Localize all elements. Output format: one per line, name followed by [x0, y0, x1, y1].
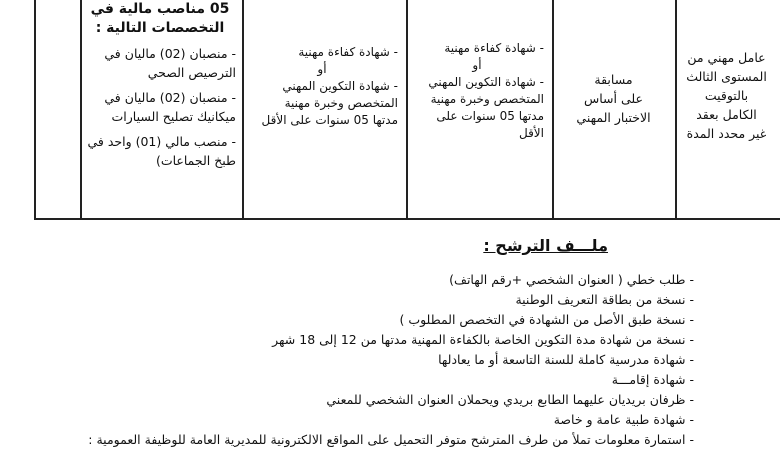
posts-title: 05 مناصب مالية في: [90, 1, 230, 17]
mode-line: على أساس: [583, 91, 643, 106]
post-line: ميكانيك تصليح السيارات: [111, 109, 236, 124]
condition-line: مدتها 05 سنوات على: [436, 109, 544, 123]
post-item: [84, 44, 236, 82]
section-title: ملـــف الترشح :: [483, 236, 608, 255]
post-line: طبخ الجماعات): [155, 153, 236, 168]
post-line: - منصبان (02) ماليان في: [104, 46, 236, 61]
list-item: - نسخة من شهادة مدة التكوين الخاصة بالكفاءة المهنية مدتها من 12 إلى 18 شهر: [272, 332, 694, 347]
condition-line: - شهادة التكوين المهني: [282, 79, 398, 93]
post-item: [84, 88, 236, 126]
list-item: - استمارة معلومات تملأ من طرف المترشح متوفر التحميل على المواقع الالكترونية للمديرية العامة للوظيفة العمومية :: [88, 432, 694, 447]
condition-line: - شهادة التكوين المهني: [428, 75, 544, 89]
conditions-cell: [406, 0, 552, 218]
condition-or: أو: [472, 58, 482, 72]
posts-subtitle: التخصصات التالية :: [95, 20, 225, 36]
list-item: - شهادة إقامـــة: [611, 372, 694, 387]
job-title-cell: [675, 0, 780, 218]
document-list: [88, 270, 694, 450]
list-item: - شهادة طبية عامة و خاصة: [553, 412, 694, 427]
condition-or: أو: [317, 62, 327, 76]
mode-line: مسابقة: [594, 72, 633, 87]
posts-cell: [80, 0, 242, 218]
job-line: غير محدد المدة: [686, 126, 767, 141]
list-item: - نسخة طبق الأصل من الشهادة في التخصص المطلوب ): [399, 312, 694, 327]
table-border: [34, 0, 36, 218]
job-line: الكامل بعقد: [696, 107, 757, 122]
mode-line: الاختبار المهني: [576, 110, 651, 125]
condition-line: المتخصص وخبرة مهنية: [284, 96, 398, 110]
condition-line: الأقل: [518, 126, 544, 140]
post-line: - منصبان (02) ماليان في: [104, 90, 236, 105]
job-line: بالتوقيت: [704, 88, 749, 103]
condition-line: المتخصص وخبرة مهنية: [430, 92, 544, 106]
list-item: - شهادة مدرسية كاملة للسنة التاسعة أو ما يعادلها: [438, 352, 694, 367]
post-line: - منصب مالي (01) واحد في: [87, 134, 236, 149]
post-line: الترصيص الصحي: [147, 65, 236, 80]
recruitment-mode-cell: [552, 0, 675, 218]
list-item: - ظرفان بريديان عليهما الطابع بريدي ويحملان العنوان الشخصي للمعني: [326, 392, 694, 407]
recruitment-table: [34, 0, 780, 220]
job-line: عامل مهني من: [687, 50, 766, 65]
condition-line: مدتها 05 سنوات على الأقل: [261, 113, 398, 127]
list-item: - طلب خطي ( العنوان الشخصي +رقم الهاتف): [449, 272, 694, 287]
condition-line: - شهادة كفاءة مهنية: [444, 41, 544, 55]
condition-line: - شهادة كفاءة مهنية: [298, 45, 398, 59]
conditions-cell-2: [242, 0, 406, 218]
job-line: المستوى الثالث: [686, 69, 767, 84]
list-item: - نسخة من بطاقة التعريف الوطنية: [515, 292, 694, 307]
post-item: [84, 132, 236, 170]
